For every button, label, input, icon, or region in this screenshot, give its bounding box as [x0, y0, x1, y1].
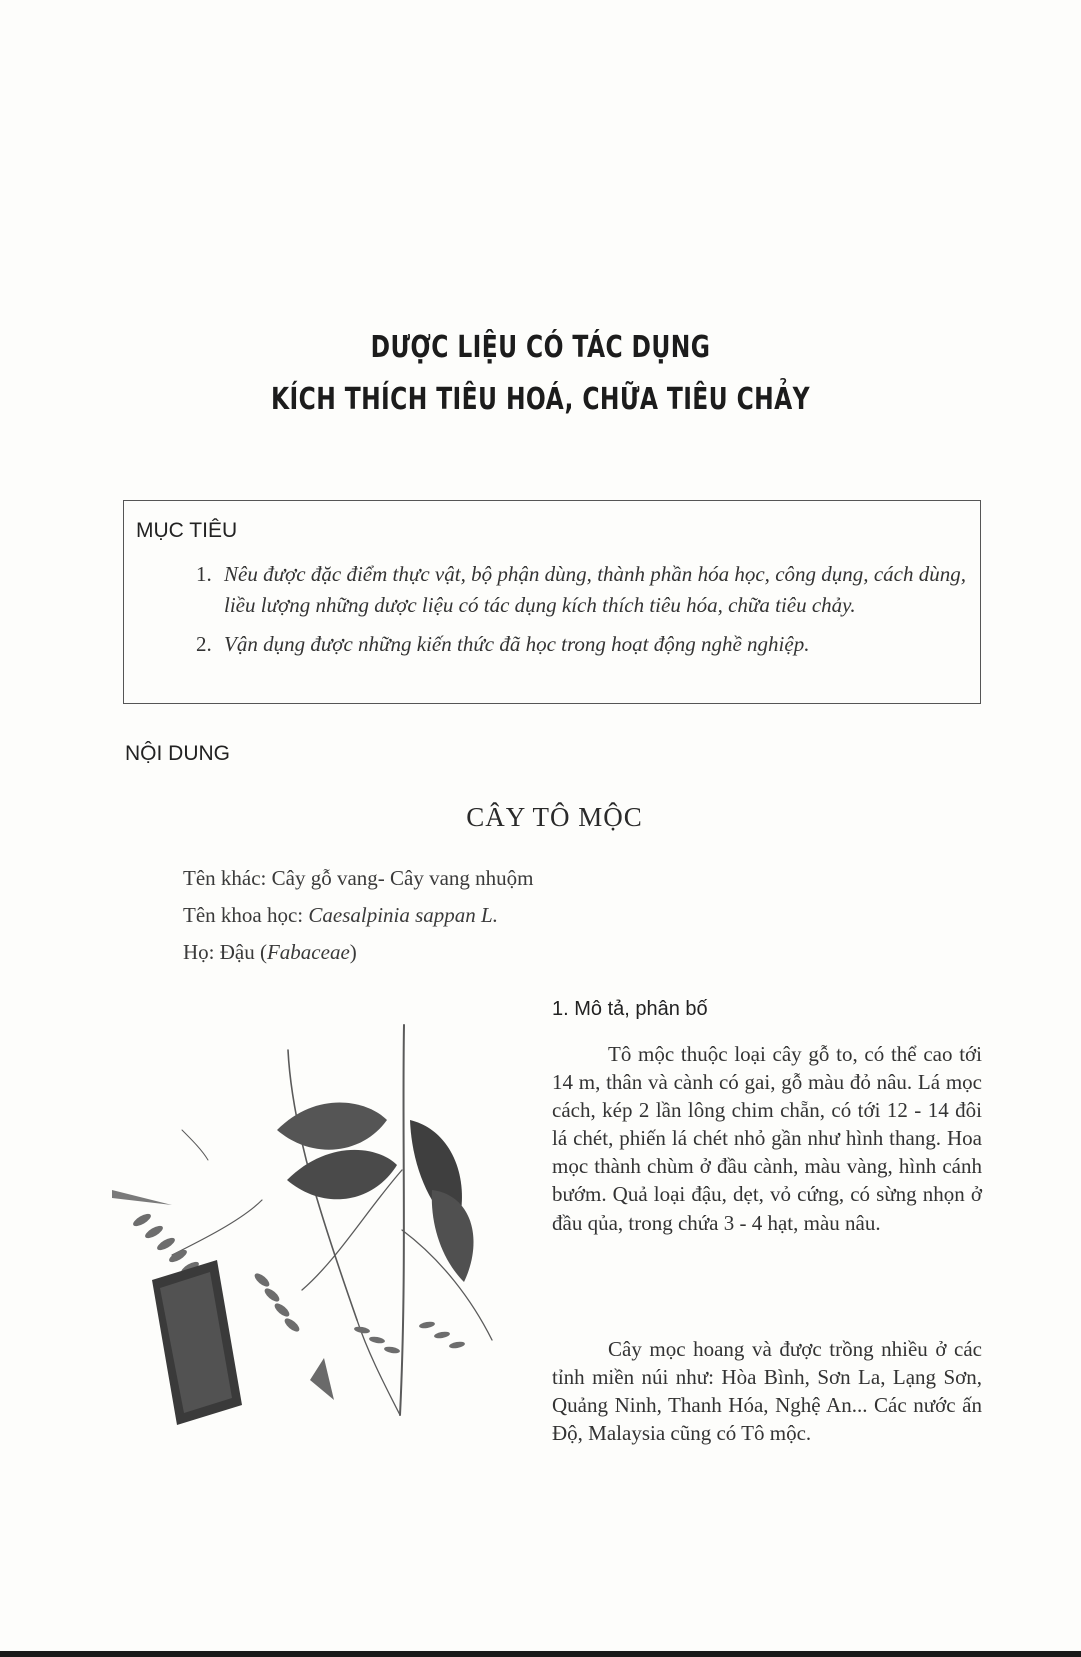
objectives-heading: MỤC TIÊU — [136, 519, 238, 542]
bottom-rule — [0, 1651, 1081, 1657]
family-label: Họ: Đậu ( — [183, 940, 267, 964]
other-name: Tên khác: Cây gỗ vang- Cây vang nhuộm — [183, 866, 534, 890]
plant-info — [183, 860, 534, 971]
family-close: ) — [349, 940, 357, 964]
plant-illustration — [112, 1020, 532, 1460]
scientific-name-line — [183, 897, 534, 934]
objective-item — [196, 559, 966, 621]
objective-text: Vận dụng được những kiến thức đã học trong hoạt động nghề nghiệp. — [224, 632, 810, 656]
content-heading: NỘI DUNG — [125, 742, 230, 765]
objective-number: 2. — [196, 632, 212, 656]
section-heading: 1. Mô tả, phân bố — [552, 998, 708, 1020]
objective-number: 1. — [196, 562, 212, 586]
objectives-box — [123, 500, 981, 704]
scientific-name: Caesalpinia sappan L. — [308, 903, 498, 927]
description-paragraph: Tô mộc thuộc loại cây gỗ to, có thể cao tới 14 m, thân và cành có gai, gỗ màu đỏ nâu. Lá mọc cách, kép 2 lần lông chim chẵn, có tới 12 - 14 đôi lá chét, phiến lá chét nhỏ gần như hình thang. Hoa mọc thành chùm ở đầu cành, màu vàng, hình cánh bướm. Quả loại đậu, dẹt, vỏ cứng, có sừng nhọn ở đầu qủa, trong chứa 3 - 4 hạt, màu nâu. — [552, 1042, 982, 1235]
objective-text: Nêu được đặc điểm thực vật, bộ phận dùng, thành phần hóa học, công dụng, cách dùng, liều lượng những dược liệu có tác dụng kích thích tiêu hóa, chữa tiêu chảy. — [224, 562, 966, 617]
objective-item — [196, 629, 966, 660]
objectives-list — [196, 559, 966, 668]
chapter-title-line-1: DƯỢC LIỆU CÓ TÁC DỤNG — [370, 330, 711, 365]
chapter-title — [119, 322, 962, 426]
chapter-title-line-2: KÍCH THÍCH TIÊU HOÁ, CHỮA TIÊU CHẢY — [271, 382, 810, 417]
family-line — [183, 934, 534, 971]
distribution-paragraph: Cây mọc hoang và được trồng nhiều ở các tỉnh miền núi như: Hòa Bình, Sơn La, Lạng Sơn, Quảng Ninh, Thanh Hóa, Nghệ An... Các nước ấn Độ, Malaysia cũng có Tô mộc. — [552, 1337, 982, 1446]
scientific-label: Tên khoa học: — [183, 903, 309, 927]
family-latin: Fabaceae — [266, 940, 350, 964]
plant-title: CÂY TÔ MỘC — [466, 802, 643, 832]
